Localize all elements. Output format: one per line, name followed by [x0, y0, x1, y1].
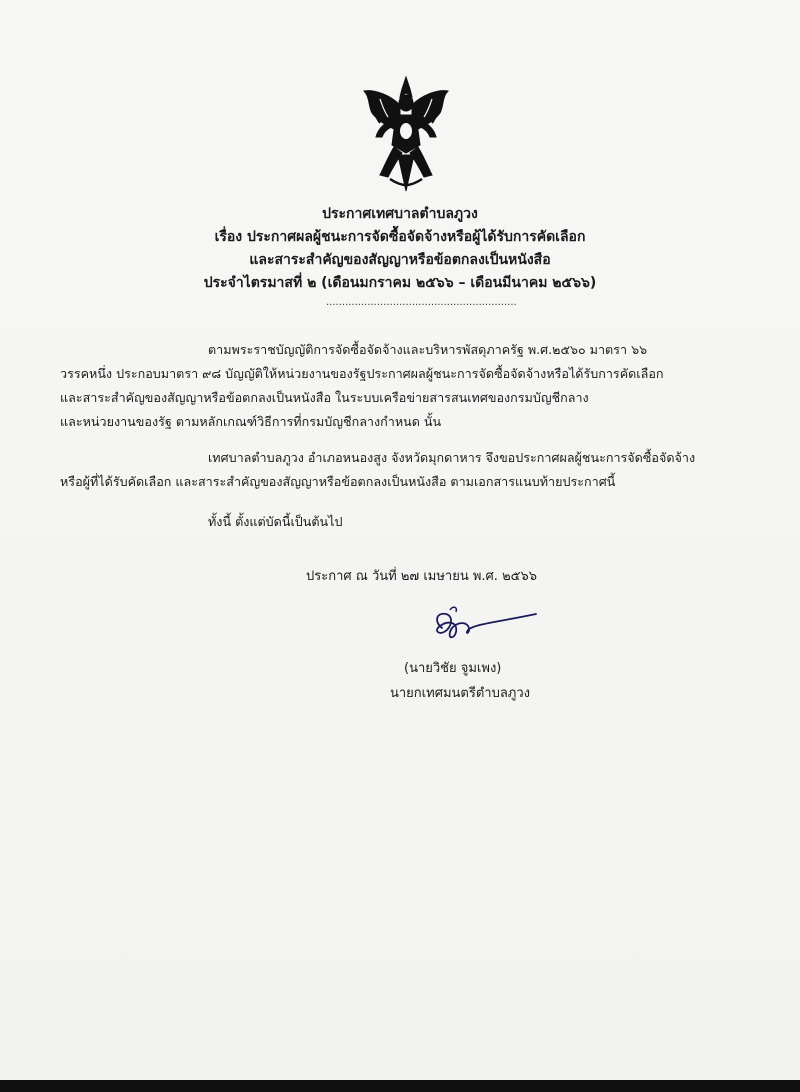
paragraph-2-line-1: เทศบาลตำบลภูวง อำเภอหนองสูง จังหวัดมุกดาหาร จึงขอประกาศผลผู้ชนะการจัดซื้อจัดจ้าง [208, 450, 696, 465]
subject-line-2: และสาระสำคัญของสัญญาหรือข้อตกลงเป็นหนังสือ [249, 252, 551, 268]
period-line: ประจำไตรมาสที่ ๒ (เดือนมกราคม ๒๕๖๖ – เดือนมีนาคม ๒๕๖๖) [203, 275, 597, 291]
paragraph-1-line-4: และหน่วยงานของรัฐ ตามหลักเกณฑ์วิธีการที่กรมบัญชีกลางกำหนด นั้น [60, 414, 442, 429]
garuda-emblem-icon [360, 75, 452, 193]
scan-border [0, 1080, 800, 1092]
paragraph-2-line-2: หรือผู้ที่ได้รับคัดเลือก และสาระสำคัญของสัญญาหรือข้อตกลงเป็นหนังสือ ตามเอกสารแนบท้ายประกาศนี้ [60, 474, 616, 489]
subject-line-1: เรื่อง ประกาศผลผู้ชนะการจัดซื้อจัดจ้างหรือผู้ได้รับการคัดเลือก [214, 229, 586, 245]
paragraph-1-line-1: ตามพระราชบัญญัติการจัดซื้อจัดจ้างและบริหารพัสดุภาครัฐ พ.ศ.๒๕๖๐ มาตรา ๖๖ [208, 342, 648, 357]
paragraph-3: ทั้งนี้ ตั้งแต่บัดนี้เป็นต้นไป [208, 514, 343, 529]
signer-name: (นายวิชัย จูมเพง) [404, 661, 502, 676]
signer-title: นายกเทศมนตรีตำบลภูวง [390, 686, 530, 701]
document-title: ประกาศเทศบาลตำบลภูวง [322, 206, 478, 222]
announcement-date: ประกาศ ณ วันที่ ๒๗ เมษายน พ.ศ. ๒๕๖๖ [306, 569, 537, 584]
paragraph-1-line-2: วรรคหนึ่ง ประกอบมาตรา ๙๘ บัญญัติให้หน่วยงานของรัฐประกาศผลผู้ชนะการจัดซื้อจัดจ้างหรือได้รับการคัดเลือก [60, 366, 664, 381]
paragraph-1-line-3: และสาระสำคัญของสัญญาหรือข้อตกลงเป็นหนังสือ ในระบบเครือข่ายสารสนเทศของกรมบัญชีกลาง [60, 390, 589, 405]
handwritten-signature [428, 602, 540, 646]
separator-dots: ............................................................ [326, 297, 517, 308]
